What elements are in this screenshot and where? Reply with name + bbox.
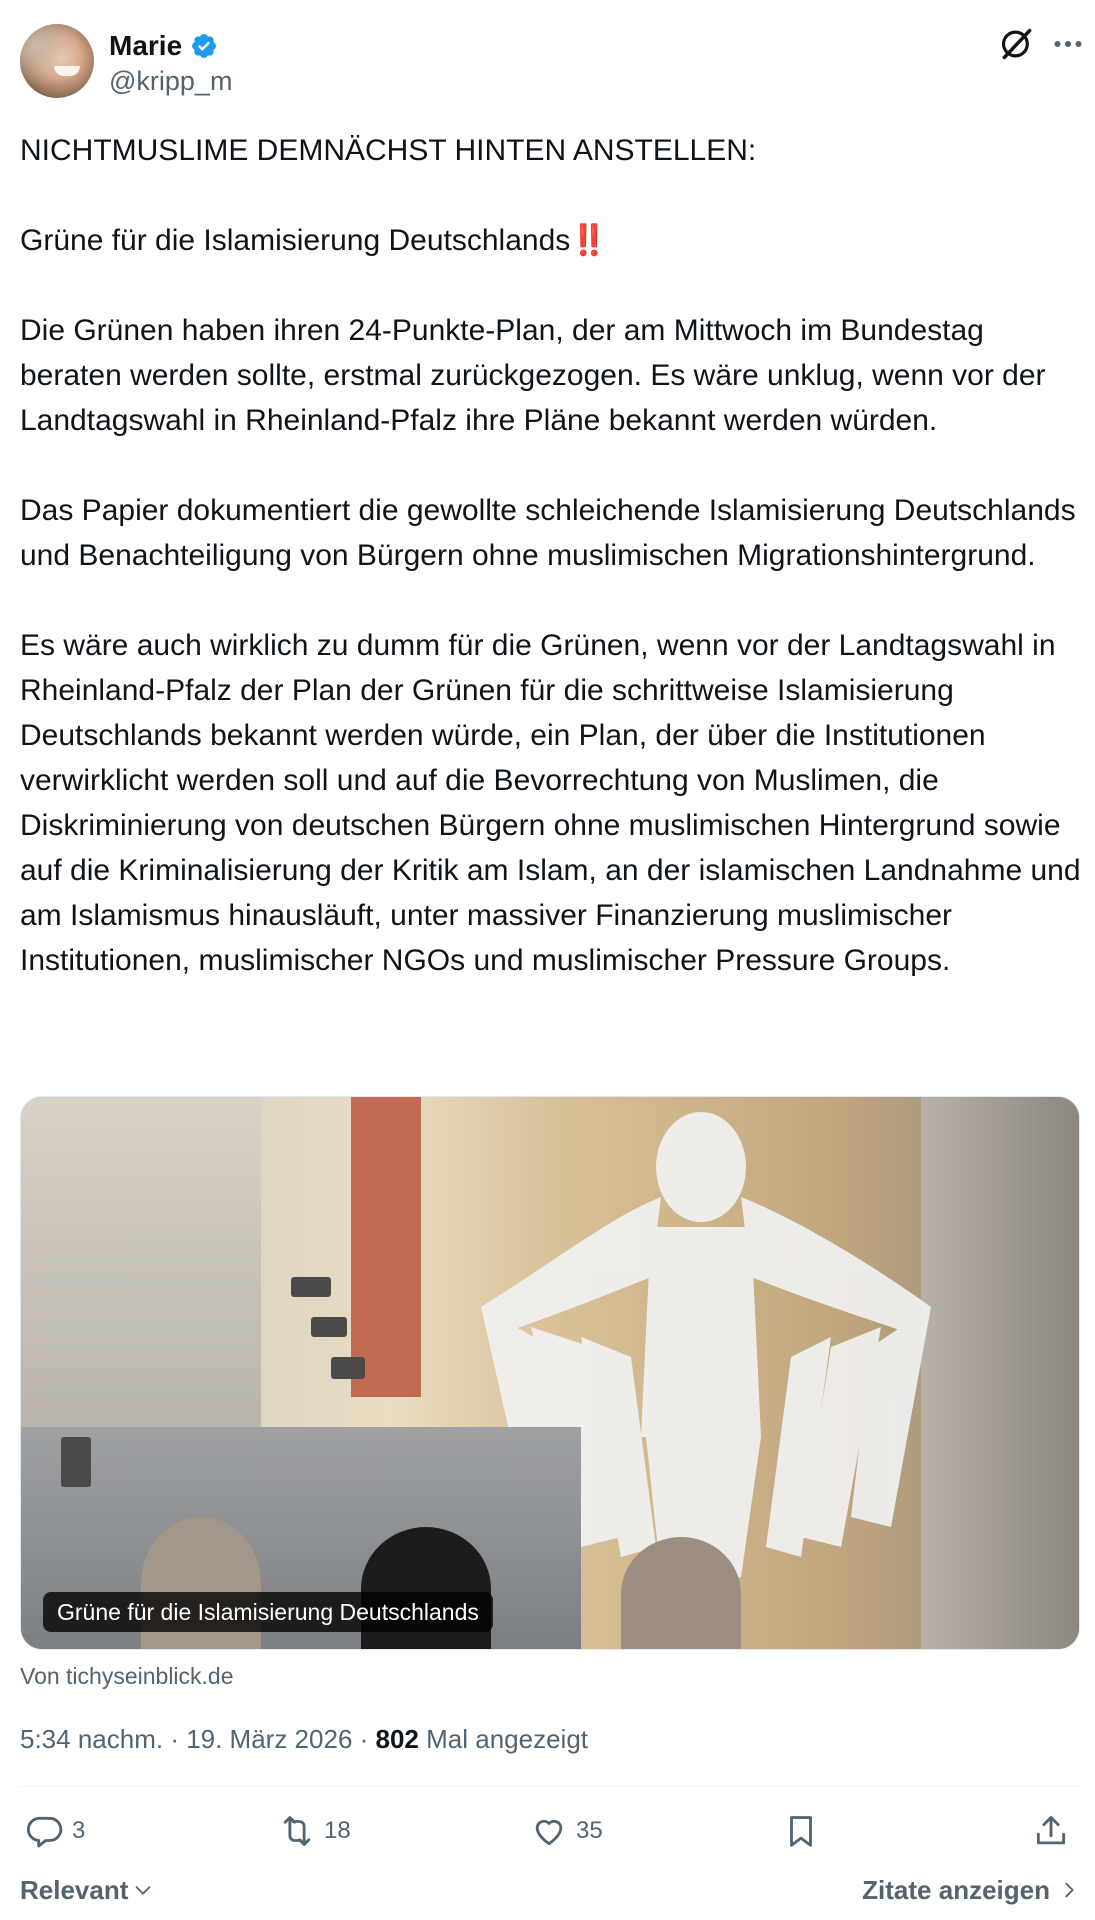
avatar[interactable]	[20, 24, 94, 98]
action-bar	[20, 1806, 1080, 1856]
tweet-paragraph: Das Papier dokumentiert die gewollte schleichende Islamisierung Deutschlands und Benachteiligung von Bürgern ohne muslimischen Migrationshintergrund.	[20, 494, 1084, 572]
verified-badge-icon[interactable]	[190, 32, 218, 60]
tweet-paragraph-text: Grüne für die Islamisierung Deutschlands	[20, 224, 571, 257]
divider	[20, 1786, 1080, 1787]
views-label: Mal angezeigt	[418, 1724, 589, 1754]
tweet-paragraph: Es wäre auch wirklich zu dumm für die Grünen, wenn vor der Landtagswahl in Rheinland-Pfalz der Plan der Grünen für die schrittweise Islamisierung Deutschlands bekannt werden würde, ein Plan, der über die Institutionen verwirklicht werden soll und auf die Bevorrechtung von Muslimen, die Diskriminierung von deutschen Bürgern ohne muslimischen Hintergrund sowie auf die Kriminalisierung der Kritik am Islam, an der islamischen Landnahme und am Islamismus hinausläuft, unter massiver Finanzierung muslimischer Institutionen, muslimischer NGOs und muslimischer Pressure Groups.	[20, 629, 1089, 977]
quotes-label: Zitate anzeigen	[862, 1875, 1050, 1905]
author-name[interactable]: Marie	[109, 30, 183, 61]
sort-dropdown[interactable]	[20, 1872, 154, 1908]
chevron-right-icon	[1058, 1879, 1080, 1901]
background-panel	[351, 1097, 421, 1397]
repost-count: 18	[324, 1817, 351, 1844]
reply-count: 3	[72, 1817, 86, 1844]
reply-icon	[26, 1812, 64, 1850]
bookmark-icon	[782, 1812, 820, 1850]
tweet-paragraph: Die Grünen haben ihren 24-Punkte-Plan, der am Mittwoch im Bundestag beraten werden sollte, erstmal zurückgezogen. Es wäre unklug, wenn vor der Landtagswahl in Rheinland-Pfalz ihre Pläne bekannt werden würden.	[20, 314, 1054, 437]
sort-label: Relevant	[20, 1875, 129, 1905]
double-exclamation-icon: ‼️	[570, 224, 606, 257]
share-icon	[1032, 1812, 1070, 1850]
repost-icon	[278, 1812, 316, 1850]
views-count: 802	[375, 1724, 419, 1754]
tweet-meta	[20, 1722, 588, 1756]
reply-button[interactable]	[26, 1806, 85, 1856]
reply-sort-bar	[20, 1872, 1080, 1912]
author-name-row	[109, 28, 218, 64]
tweet-text	[20, 128, 1090, 983]
link-card-caption: Grüne für die Islamisierung Deutschlands	[43, 1592, 493, 1632]
author-handle[interactable]: @kripp_m	[109, 66, 233, 96]
person-head	[621, 1537, 741, 1650]
share-button[interactable]	[1032, 1806, 1070, 1856]
view-quotes-link[interactable]	[862, 1872, 1080, 1908]
link-source[interactable]: Von tichyseinblick.de	[20, 1663, 234, 1689]
tweet-header	[20, 24, 1082, 100]
more-icon[interactable]	[1050, 24, 1086, 64]
repost-button[interactable]	[278, 1806, 351, 1856]
heart-icon	[530, 1812, 568, 1850]
avatar-hair	[20, 24, 94, 98]
microphone-shape	[291, 1277, 331, 1297]
microphone-shape	[311, 1317, 347, 1337]
microphone-shape	[331, 1357, 365, 1379]
bookmark-button[interactable]	[782, 1806, 820, 1856]
like-button[interactable]	[530, 1806, 603, 1856]
tweet-paragraph	[20, 218, 1090, 263]
link-card-image[interactable]	[20, 1096, 1080, 1650]
microphone-shape	[61, 1437, 91, 1487]
tweet-timestamp[interactable]: 5:34 nachm. · 19. März 2026 ·	[20, 1724, 376, 1754]
tweet-paragraph: NICHTMUSLIME DEMNÄCHST HINTEN ANSTELLEN:	[20, 134, 757, 167]
grok-icon[interactable]	[998, 24, 1036, 64]
like-count: 35	[576, 1817, 603, 1844]
chevron-down-icon	[132, 1879, 154, 1901]
